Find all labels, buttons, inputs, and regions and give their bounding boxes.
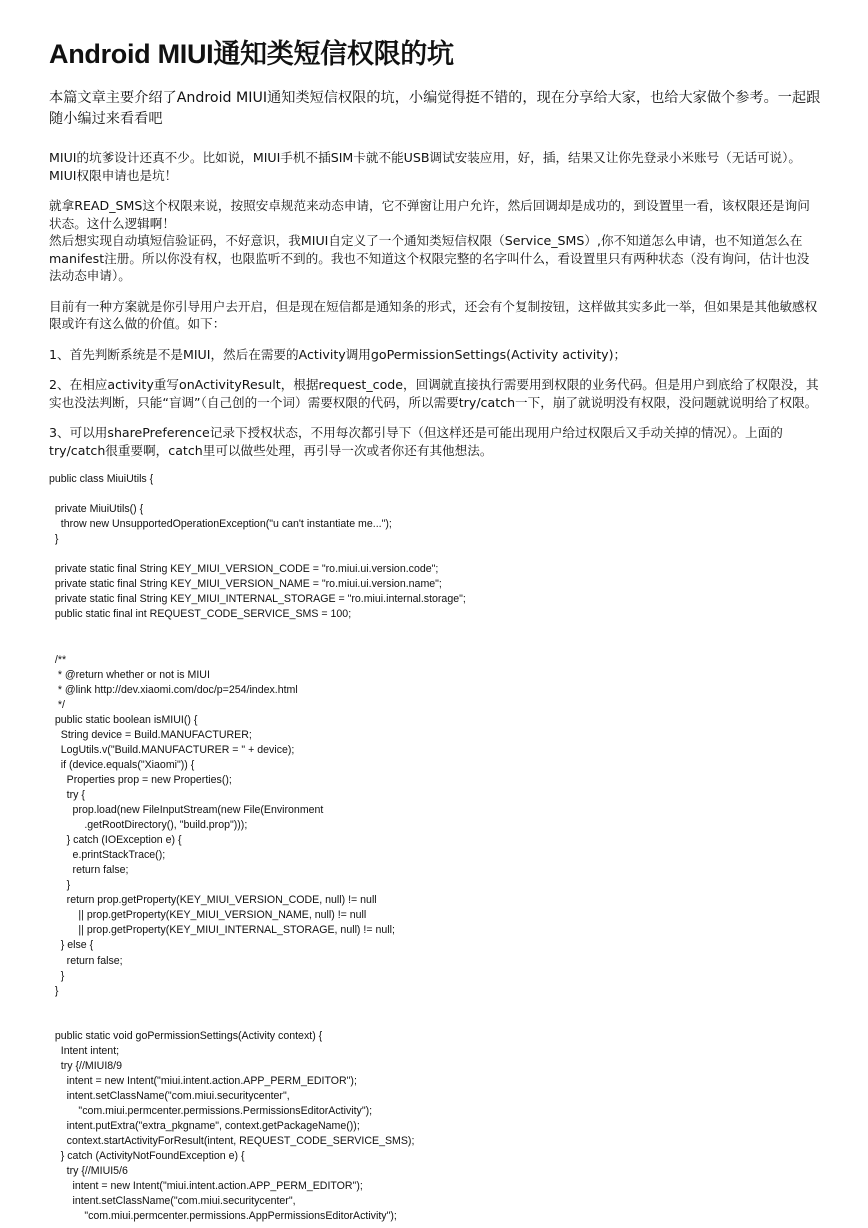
paragraph-line: 然后想实现自动填短信验证码，不好意识，我MIUI自定义了一个通知类短信权限（Service_SMS）,你不知道怎么申请，也不知道怎么在manifest注册。所以你没有权，也限监听不到的。我也不知道这个权限完整的名字叫什么，看设置里只有两种状态（没有询问，估计也没法动态申请）。 bbox=[49, 233, 810, 283]
body-paragraph bbox=[49, 197, 821, 285]
intro-paragraph: 本篇文章主要介绍了Android MIUI通知类短信权限的坑，小编觉得挺不错的，现在分享给大家，也给大家做个参考。一起跟随小编过来看看吧 bbox=[49, 90, 821, 127]
paragraph-line: 1、首先判断系统是不是MIUI，然后在需要的Activity调用goPermissionSettings(Activity activity)； bbox=[49, 346, 627, 362]
body-paragraph bbox=[49, 298, 821, 333]
body-paragraph bbox=[49, 149, 821, 184]
page-title: Android MIUI通知类短信权限的坑 bbox=[49, 39, 454, 69]
paragraph-line: 就拿READ_SMS这个权限来说，按照安卓规范来动态申请，它不弹窗让用户允许，然后回调却是成功的，到设置里一看，该权限还是询问状态。这什么逻辑啊！ bbox=[49, 198, 810, 231]
paragraph-line: 3、可以用sharePreference记录下授权状态，不用每次都引导下（但这样还是可能出现用户给过权限后又手动关掉的情况）。上面的try/catch很重要啊，catch里可以做些处理，再引导一次或者你还有其他想法。 bbox=[49, 425, 783, 458]
paragraph-line: 2、在相应activity重写onActivityResult，根据request_code，回调就直接执行需要用到权限的业务代码。但是用户到底给了权限没，其实也没法判断，只能“盲调”（自己创的一个词）需要权限的代码，所以需要try/catch一下，崩了就说明没有权限，没问题就说明给了权限。 bbox=[49, 377, 819, 410]
body-paragraph bbox=[49, 376, 821, 411]
body-paragraph bbox=[49, 424, 821, 459]
paragraph-line: 目前有一种方案就是你引导用户去开启，但是现在短信都是通知条的形式，还会有个复制按钮，这样做其实多此一举，但如果是其他敏感权限或许有这么做的价值。如下： bbox=[49, 298, 818, 331]
code-block: public class MiuiUtils { private MiuiUtils() { throw new UnsupportedOperationException("u can't instantiate me..."); } private static final String KEY_MIUI_VERSION_CODE = "ro.miui.ui.version.code"; private static final String KEY_MIUI_VERSION_NAME = "ro.miui.ui.version.name"; private static final String KEY_MIUI_INTERNAL_STORAGE = "ro.miui.internal.storage"; public static final int REQUEST_CODE_SERVICE_SMS = 100; /** * @return whether or not is MIUI * @link http://dev.xiaomi.com/doc/p=254/index.html */ public static boolean isMIUI() { String device = Build.MANUFACTURER; LogUtils.v("Build.MANUFACTURER = " + device); if (device.equals("Xiaomi")) { Properties prop = new Properties(); try { prop.load(new FileInputStream(new File(Environment .getRootDirectory(), "build.prop"))); } catch (IOException e) { e.printStackTrace(); return false; } return prop.getProperty(KEY_MIUI_VERSION_CODE, null) != null || prop.getProperty(KEY_MIUI_VERSION_NAME, null) != null || prop.getProperty(KEY_MIUI_INTERNAL_STORAGE, null) != null; } else { return false; } } public static void goPermissionSettings(Activity context) { Intent intent; try {//MIUI8/9 intent = new Intent("miui.intent.action.APP_PERM_EDITOR"); intent.setClassName("com.miui.securitycenter", "com.miui.permcenter.permissions.PermissionsEditorActivity"); intent.putExtra("extra_pkgname", context.getPackageName()); context.startActivityForResult(intent, REQUEST_CODE_SERVICE_SMS); } catch (ActivityNotFoundException e) { try {//MIUI5/6 intent = new Intent("miui.intent.action.APP_PERM_EDITOR"); intent.setClassName("com.miui.securitycenter", "com.miui.permcenter.permissions.AppPermissionsEditorActivity"); bbox=[49, 473, 466, 1223]
body-paragraph bbox=[49, 346, 821, 364]
paragraph-line: MIUI的坑爹设计还真不少。比如说，MIUI手机不插SIM卡就不能USB调试安装应用，好，插，结果又让你先登录小米账号（无话可说）。MIUI权限申请也是坑！ bbox=[49, 150, 802, 183]
article bbox=[49, 36, 821, 1224]
